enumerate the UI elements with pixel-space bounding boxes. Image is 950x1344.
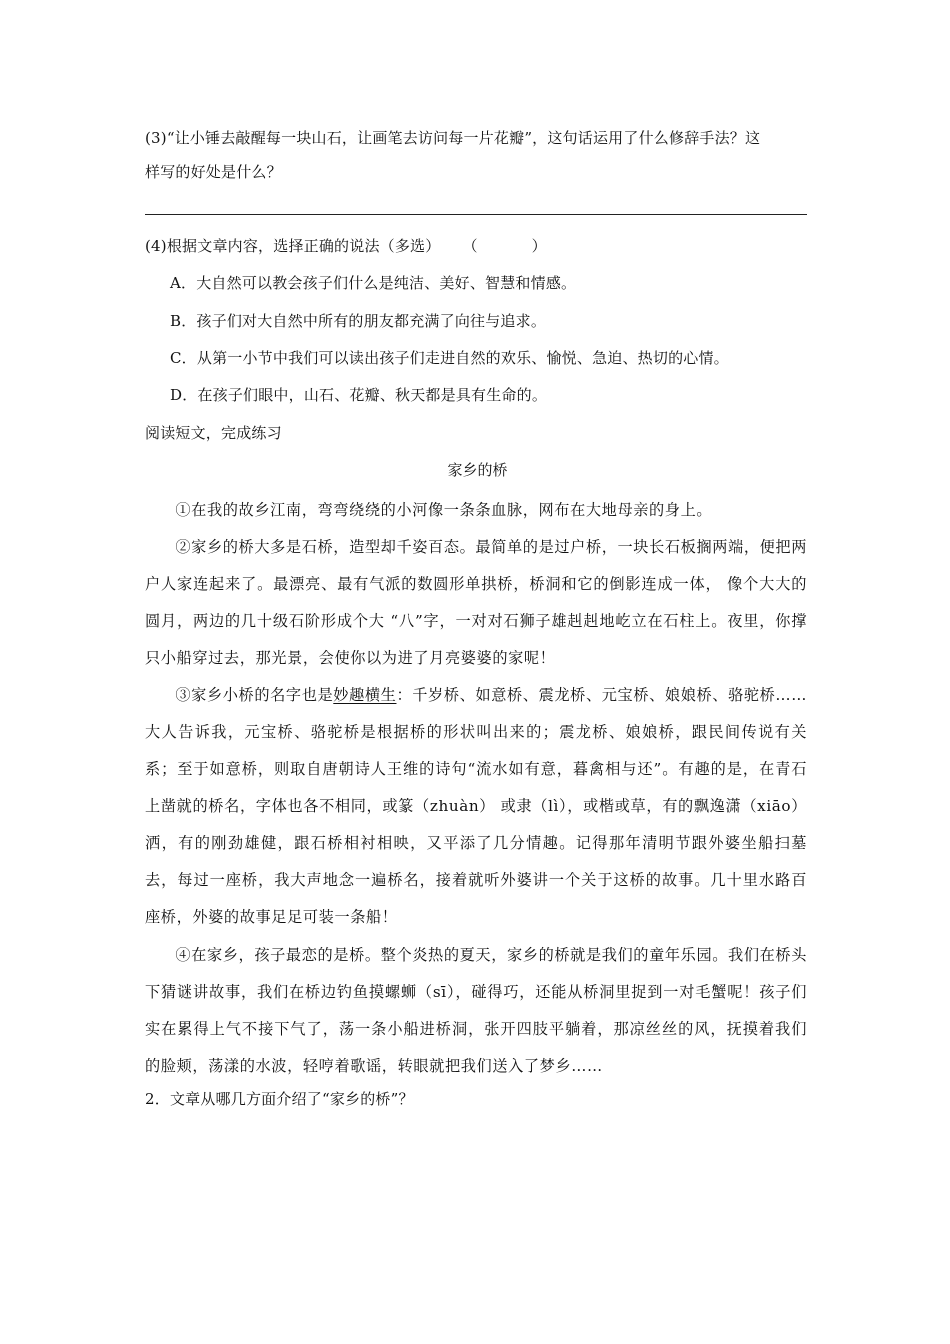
- article-title: 家乡的桥: [447, 461, 508, 479]
- option-c: C．从第一小节中我们可以读出孩子们走进自然的欢乐、愉悦、急迫、热切的心情。: [170, 349, 729, 367]
- underlined-phrase: 妙趣横生: [333, 686, 397, 704]
- question-3-line-1: (3)“让小锤去敲醒每一块山石，让画笔去访问每一片花瓣”，这句话运用了什么修辞手法？这: [145, 129, 761, 147]
- paragraph-3-start: ③家乡小桥的名字也是: [175, 686, 334, 704]
- paragraph-4: ④在家乡，孩子最恋的是桥。整个炎热的夏天，家乡的桥就是我们的童年乐园。我们在桥头下猜谜讲故事，我们在桥边钓鱼摸螺蛳（sī），碰得巧，还能从桥洞里捉到一对毛蟹呢！孩子们实在累得上气不接下气了，荡一条小船进桥洞，张开四肢平躺着，那凉丝丝的风，抚摸着我们的脸颊，荡漾的水波，轻哼着歌谣，转眼就把我们送入了梦乡……: [145, 946, 807, 1075]
- paragraph-3: [145, 677, 807, 936]
- paragraph-2: ②家乡的桥大多是石桥，造型却千姿百态。最简单的是过户桥，一块长石板搁两端，便把两户人家连起来了。最漂亮、最有气派的数圆形单拱桥，桥洞和它的倒影连成一体， 像个大大的圆月，两边的几十级石阶形成个大 “八”字，一对对石狮子雄赳赳地屹立在石柱上。夜里，你撑只小船穿过去，那光景，会使你以为进了月亮婆婆的家呢！: [145, 538, 807, 667]
- paragraph-1: ①在我的故乡江南，弯弯绕绕的小河像一条条血脉，网布在大地母亲的身上。: [175, 501, 713, 519]
- question-3-line-2: 样写的好处是什么？: [145, 163, 282, 181]
- answer-line[interactable]: [145, 214, 807, 215]
- option-b: B．孩子们对大自然中所有的朋友都充满了向往与追求。: [170, 312, 547, 330]
- paragraph-3-rest: ：千岁桥、如意桥、震龙桥、元宝桥、娘娘桥、骆驼桥……大人告诉我，元宝桥、骆驼桥是根据桥的形状叫出来的；震龙桥、娘娘桥，跟民间传说有关系；至于如意桥，则取自唐朝诗人王维的诗句“流水如有意，暮禽相与还”。有趣的是，在青石上凿就的桥名，字体也各不相同，或篆（zhuàn） 或隶（lì），或楷或草，有的飘逸潇（xiāo）洒，有的刚劲雄健，跟石桥相衬相映，又平添了几分情趣。记得那年清明节跟外婆坐船扫墓去，每过一座桥，我大声地念一遍桥名，接着就听外婆讲一个关于这桥的故事。几十里水路百座桥，外婆的故事足足可装一条船！: [145, 686, 808, 926]
- option-a: A．大自然可以教会孩子们什么是纯洁、美好、智慧和情感。: [170, 274, 577, 292]
- reading-instruction: 阅读短文，完成练习: [145, 424, 282, 442]
- question-4: [145, 236, 810, 256]
- answer-parentheses[interactable]: （ ）: [462, 237, 547, 255]
- question-2: 2．文章从哪几方面介绍了“家乡的桥”？: [145, 1090, 414, 1108]
- option-d: D．在孩子们眼中，山石、花瓣、秋天都是具有生命的。: [170, 386, 548, 404]
- question-4-prompt: (4)根据文章内容，选择正确的说法（多选）: [145, 237, 441, 255]
